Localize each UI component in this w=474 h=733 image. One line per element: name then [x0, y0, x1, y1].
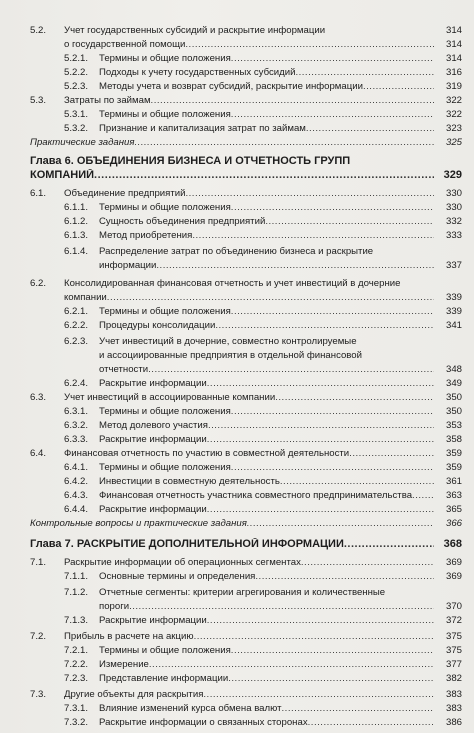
toc-entry [0, 52, 474, 65]
toc-entry [0, 447, 474, 460]
dot-leader [148, 363, 434, 376]
toc-entry-title [99, 570, 434, 583]
toc-entry-number: 6.3.3. [64, 434, 89, 445]
toc-entry-title-text: Влияние изменений курса обмена валют [99, 703, 282, 714]
toc-entry-number: 6.2.4. [64, 378, 89, 389]
dot-leader [231, 201, 434, 214]
toc-page-number: 383 [445, 689, 462, 700]
toc-page-number: 339 [445, 292, 462, 303]
dot-leader [207, 433, 434, 446]
toc-page-number: 341 [445, 320, 462, 331]
toc-page-number: 350 [445, 392, 462, 403]
toc-page-number: 370 [445, 601, 462, 612]
toc-entry-title [30, 517, 434, 530]
toc-page-number: 383 [445, 703, 462, 714]
toc-entry [0, 391, 474, 404]
dot-leader [255, 570, 434, 583]
dot-leader [107, 291, 434, 304]
toc-page-number: 339 [445, 306, 462, 317]
dot-leader [208, 419, 434, 432]
toc-entry-title-text: Практические задания [30, 137, 135, 148]
dot-leader [192, 229, 434, 242]
toc-entry-title-text: компании [64, 292, 107, 303]
toc-entry-number: 6.3.2. [64, 420, 89, 431]
toc-page-number: 316 [445, 67, 462, 78]
toc-page-number: 322 [445, 109, 462, 120]
toc-entry-title [30, 538, 434, 551]
toc-entry-title-text: Раскрытие информации [99, 378, 207, 389]
dot-leader [275, 391, 434, 404]
toc-entry-title [99, 461, 434, 474]
toc-entry-title-text: Признание и капитализация затрат по займам [99, 123, 306, 134]
toc-entry-title-text: Прибыль в расчете на акцию [64, 631, 194, 642]
toc-entry-title [99, 215, 434, 228]
toc-entry-number: 5.2.1. [64, 53, 89, 64]
toc-entry [0, 80, 474, 93]
dot-leader [194, 630, 434, 643]
toc-entry [0, 187, 474, 200]
toc-page-number: 359 [445, 462, 462, 473]
dot-leader [135, 136, 434, 149]
toc-entry [0, 122, 474, 135]
toc-entry-number: 6.3.1. [64, 406, 89, 417]
toc-entry-title [99, 80, 434, 93]
toc-entry-title-text: Термины и общие положения [99, 406, 231, 417]
toc-entry-title [99, 229, 434, 242]
toc-entry [0, 136, 474, 149]
toc-entry-title [64, 688, 434, 701]
toc-entry-title-text: Представление информации [99, 673, 229, 684]
dot-leader [228, 672, 434, 685]
toc-entry-title [99, 52, 434, 65]
toc-entry-title [99, 377, 434, 390]
toc-entry-title [99, 201, 434, 214]
toc-page-number: 353 [445, 420, 462, 431]
toc-entry-title [30, 169, 434, 182]
toc-entry-title-text: Термины и общие положения [99, 462, 231, 473]
toc-page-number: 330 [445, 202, 462, 213]
toc-entry [0, 38, 474, 51]
toc-entry-title-text: Основные термины и определения [99, 571, 256, 582]
toc-page-number: 359 [445, 448, 462, 459]
toc-entry-title-text: Глава 7. РАСКРЫТИЕ ДОПОЛНИТЕЛЬНОЙ ИНФОРМАЦИИ [30, 538, 344, 550]
toc-entry-title-text: Инвестиции в совместную деятельность [99, 476, 280, 487]
dot-leader [308, 716, 434, 729]
toc-entry-title [64, 24, 434, 37]
toc-entry-title-text: Глава 6. ОБЪЕДИНЕНИЯ БИЗНЕСА И ОТЧЕТНОСТЬ ГРУПП [30, 155, 351, 167]
toc-entry [0, 24, 474, 37]
dot-leader [207, 377, 434, 390]
toc-entry-number: 5.2.2. [64, 67, 89, 78]
toc-page-number: 333 [445, 230, 462, 241]
toc-entry-title [99, 475, 434, 488]
toc-entry [0, 716, 474, 729]
toc-entry-title [30, 136, 434, 149]
toc-entry-number: 7.2.1. [64, 645, 89, 656]
toc-entry-number: 6.1.2. [64, 216, 89, 227]
toc-entry [0, 405, 474, 418]
toc-entry [0, 614, 474, 627]
toc-entry-title [99, 433, 434, 446]
toc-entry [0, 461, 474, 474]
dot-leader [349, 447, 434, 460]
toc-entry [0, 556, 474, 569]
toc-entry-title-text: и ассоциированные предприятия в отдельной финансовой [99, 350, 362, 361]
toc-entry-number: 6.3. [30, 392, 47, 403]
toc-entry-title [99, 419, 434, 432]
toc-page-number: 332 [445, 216, 462, 227]
toc-page-number: 330 [445, 188, 462, 199]
toc-entry-number: 7.1.1. [64, 571, 89, 582]
toc-entry-title-text: КОМПАНИЙ [30, 169, 95, 181]
toc-entry [0, 489, 474, 502]
toc-entry-title-text: о государственной помощи [64, 39, 186, 50]
dot-leader [282, 702, 435, 715]
dot-leader [215, 319, 434, 332]
toc-page-number: 365 [445, 504, 462, 515]
toc-entry-title [64, 391, 434, 404]
toc-entry-title [64, 94, 434, 107]
toc-entry-title-text: отчетности [99, 364, 149, 375]
toc-page-number: 363 [445, 490, 462, 501]
toc-entry-title-text: Раскрытие информации о связанных сторонах [99, 717, 308, 728]
toc-entry-title-text: Термины и общие положения [99, 306, 231, 317]
toc-entry-number: 6.2.3. [64, 336, 89, 347]
toc-entry-title [99, 405, 434, 418]
toc-page-number: 329 [443, 169, 462, 181]
toc-entry-number: 6.4.3. [64, 490, 89, 501]
toc-entry-number: 5.3.1. [64, 109, 89, 120]
toc-page-number: 349 [445, 378, 462, 389]
toc-entry-title [99, 489, 434, 502]
toc-entry [0, 600, 474, 613]
toc-entry [0, 259, 474, 272]
toc-entry [0, 672, 474, 685]
toc-entry-title-text: информации [99, 260, 157, 271]
toc-entry [0, 277, 474, 290]
dot-leader [363, 80, 434, 93]
toc-entry-title [99, 363, 434, 376]
dot-leader [231, 461, 434, 474]
toc-entry-number: 7.3.2. [64, 717, 89, 728]
toc-chapter-row [0, 538, 474, 551]
toc-entry [0, 586, 474, 599]
dot-leader [247, 517, 434, 530]
toc-entry [0, 419, 474, 432]
toc-entry-title-text: пороги [99, 601, 130, 612]
toc-entry-number: 6.1.4. [64, 246, 89, 257]
toc-entry-number: 5.3.2. [64, 123, 89, 134]
toc-entry [0, 503, 474, 516]
toc-entry-title-text: Учет инвестиций в ассоциированные компании [64, 392, 276, 403]
toc-page-number: 368 [443, 538, 462, 550]
toc-entry-title-text: Раскрытие информации об операционных сегментах [64, 557, 301, 568]
toc-entry-title-text: Раскрытие информации [99, 504, 207, 515]
toc-entry-number: 6.2. [30, 278, 47, 289]
toc-entry-number: 5.2. [30, 25, 47, 36]
toc-entry-title-text: Раскрытие информации [99, 615, 207, 626]
toc-entry [0, 658, 474, 671]
toc-entry-number: 5.3. [30, 95, 47, 106]
toc-entry-title [99, 644, 434, 657]
toc-entry-title [99, 503, 434, 516]
dot-leader [280, 475, 434, 488]
toc-entry-title [99, 319, 434, 332]
toc-entry-title [99, 672, 434, 685]
toc-entry [0, 291, 474, 304]
toc-entry [0, 433, 474, 446]
dot-leader [185, 187, 434, 200]
toc-entry-title-text: Термины и общие положения [99, 109, 231, 120]
toc-entry-title [99, 702, 434, 715]
toc-entry-title [64, 38, 434, 51]
toc-entry-title-text: Контрольные вопросы и практические задания [30, 518, 247, 529]
dot-leader [207, 503, 434, 516]
toc-page-number: 375 [445, 645, 462, 656]
toc-entry [0, 688, 474, 701]
dot-leader [149, 658, 434, 671]
toc-entry-title-text: Подходы к учету государственных субсидий [99, 67, 296, 78]
toc-entry [0, 475, 474, 488]
dot-leader [295, 66, 434, 79]
toc-entry-number: 5.2.3. [64, 81, 89, 92]
dot-leader [207, 614, 434, 627]
toc-entry-title-text: Отчетные сегменты: критерии агрегирования и количественные [99, 587, 386, 598]
dot-leader [301, 556, 434, 569]
toc-entry [0, 363, 474, 376]
toc-entry-title-text: Процедуры консолидации [99, 320, 216, 331]
toc-entry-title-text: Сущность объединения предприятий [99, 216, 266, 227]
toc-page-number: 382 [445, 673, 462, 684]
toc-entry-number: 6.4.2. [64, 476, 89, 487]
toc-entry-title-text: Распределение затрат по объединению бизнеса и раскрытие [99, 246, 374, 257]
dot-leader [203, 688, 434, 701]
toc-entry-title [99, 335, 462, 348]
toc-chapter-row [0, 169, 474, 182]
toc-entry-title-text: Раскрытие информации [99, 434, 207, 445]
toc-chapter-row [0, 155, 474, 168]
toc-entry-title [99, 658, 434, 671]
toc-page-number: 314 [445, 25, 462, 36]
dot-leader [344, 538, 434, 551]
toc-page-number: 361 [445, 476, 462, 487]
toc-entry-title-text: Учет государственных субсидий и раскрытие информации [64, 25, 326, 36]
dot-leader [185, 38, 434, 51]
toc-entry-number: 7.2.2. [64, 659, 89, 670]
toc-entry-title-text: Затраты по займам [64, 95, 151, 106]
toc-page-number: 375 [445, 631, 462, 642]
dot-leader [94, 169, 434, 182]
toc-entry-title-text: Термины и общие положения [99, 202, 231, 213]
toc-entry-number: 6.1.3. [64, 230, 89, 241]
toc-entry-title-text: Другие объекты для раскрытия [64, 689, 204, 700]
toc-entry [0, 517, 474, 530]
toc-entry-title-text: Учет инвестиций в дочерние, совместно контролируемые [99, 336, 357, 347]
toc-entry-title-text: Термины и общие положения [99, 53, 231, 64]
toc-entry-number: 7.1.3. [64, 615, 89, 626]
toc-entry [0, 245, 474, 258]
toc-entry-number: 6.2.2. [64, 320, 89, 331]
toc-entry [0, 644, 474, 657]
toc-entry [0, 66, 474, 79]
toc-page-number: 386 [445, 717, 462, 728]
toc-entry-number: 6.4.4. [64, 504, 89, 515]
toc-entry-title [99, 108, 434, 121]
toc-page-number: 314 [445, 39, 462, 50]
toc-entry [0, 94, 474, 107]
toc-entry [0, 305, 474, 318]
toc-entry-title [64, 447, 434, 460]
dot-leader [306, 122, 434, 135]
toc-entry-number: 7.3. [30, 689, 47, 700]
toc-entry-title [64, 630, 434, 643]
dot-leader [231, 644, 434, 657]
toc-entry [0, 349, 474, 362]
toc-entry-number: 7.1. [30, 557, 47, 568]
toc-entry-title [64, 187, 434, 200]
toc-entry-title-text: Термины и общие положения [99, 645, 231, 656]
toc-entry-title [99, 122, 434, 135]
toc-entry-title [30, 155, 462, 168]
toc-entry-title [99, 245, 462, 258]
toc-entry-title [99, 66, 434, 79]
toc-entry-number: 6.2.1. [64, 306, 89, 317]
toc-entry-number: 6.4. [30, 448, 47, 459]
toc-entry-number: 7.2.3. [64, 673, 89, 684]
toc-entry [0, 377, 474, 390]
dot-leader [265, 215, 434, 228]
toc-page-number: 322 [445, 95, 462, 106]
toc-entry-title-text: Объединение предприятий [64, 188, 186, 199]
toc-entry-number: 6.4.1. [64, 462, 89, 473]
toc-entry [0, 702, 474, 715]
toc-page-number: 314 [445, 53, 462, 64]
toc-page-number: 366 [445, 518, 462, 529]
dot-leader [231, 305, 434, 318]
toc-entry-title-text: Финансовая отчетность участника совместного предпринимательства [99, 490, 413, 501]
toc-entry-number: 7.2. [30, 631, 47, 642]
toc-entry-title-text: Метод приобретения [99, 230, 193, 241]
dot-leader [151, 94, 434, 107]
toc-entry-title [64, 556, 434, 569]
toc-entry-title-text: Финансовая отчетность по участию в совместной деятельности [64, 448, 350, 459]
dot-leader [156, 259, 434, 272]
toc-entry [0, 335, 474, 348]
toc-entry-title [64, 277, 462, 290]
toc-page-number: 369 [445, 557, 462, 568]
toc-page-number: 337 [445, 260, 462, 271]
toc-page-number: 358 [445, 434, 462, 445]
dot-leader [231, 52, 434, 65]
toc-entry [0, 570, 474, 583]
toc-entry [0, 215, 474, 228]
toc-entry [0, 201, 474, 214]
toc-page-number: 319 [445, 81, 462, 92]
toc-entry-number: 7.1.2. [64, 587, 89, 598]
dot-leader [231, 405, 434, 418]
toc-page-number: 369 [445, 571, 462, 582]
toc-page-number: 350 [445, 406, 462, 417]
toc-entry-title [99, 600, 434, 613]
dot-leader [129, 600, 434, 613]
toc-entry-title-text: Консолидированная финансовая отчетность и учет инвестиций в дочерние [64, 278, 401, 289]
toc-page-number: 348 [445, 364, 462, 375]
toc-entry [0, 108, 474, 121]
toc-entry-number: 6.1.1. [64, 202, 89, 213]
toc-entry [0, 630, 474, 643]
toc-entry-number: 6.1. [30, 188, 47, 199]
toc-entry-title [64, 291, 434, 304]
toc-entry-title [99, 614, 434, 627]
toc-entry-title-text: Метод долевого участия [99, 420, 208, 431]
toc-entry-title-text: Методы учета и возврат субсидий, раскрытие информации [99, 81, 363, 92]
toc-page-number: 325 [445, 137, 462, 148]
toc-page-number: 372 [445, 615, 462, 626]
dot-leader [412, 489, 434, 502]
toc-entry-title [99, 305, 434, 318]
toc-page-number: 377 [445, 659, 462, 670]
toc-entry-title [99, 716, 434, 729]
toc-entry-title [99, 586, 462, 599]
toc-entry-title-text: Измерение [99, 659, 149, 670]
toc-entry-title [99, 259, 434, 272]
toc-entry [0, 319, 474, 332]
toc-entry-number: 7.3.1. [64, 703, 89, 714]
toc-entry-title [99, 349, 462, 362]
dot-leader [231, 108, 434, 121]
toc-entry [0, 229, 474, 242]
toc-page-number: 323 [445, 123, 462, 134]
